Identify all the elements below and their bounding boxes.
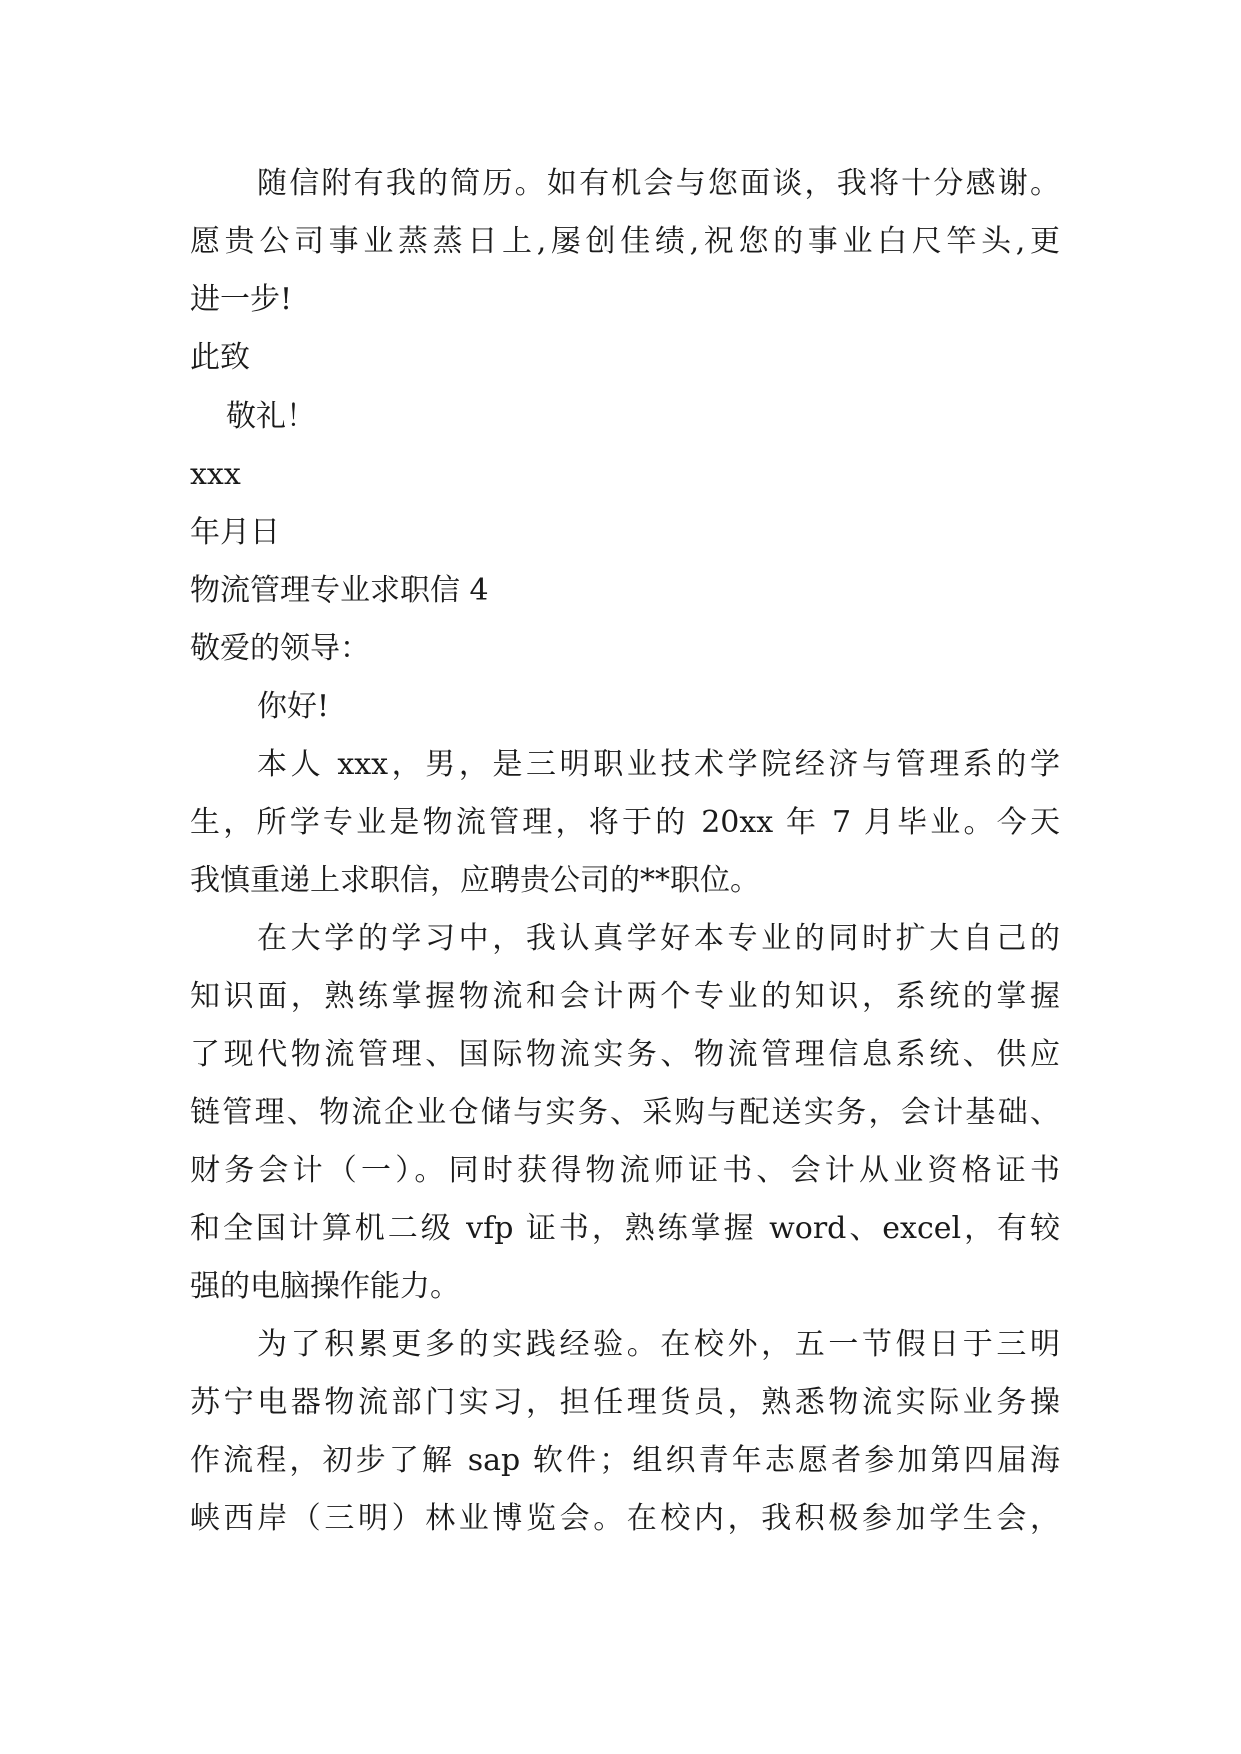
study-paragraph-line: 链管理、物流企业仓储与实务、采购与配送实务，会计基础、 [190,1095,1060,1130]
salutation-close: 此致 [190,340,250,375]
signature: xxx [190,457,241,492]
practice-paragraph-line: 苏宁电器物流部门实习，担任理货员，熟悉物流实际业务操 [190,1385,1060,1420]
closing-paragraph-line: 进一步! [190,282,293,317]
practice-paragraph-line: 作流程，初步了解 sap 软件；组织青年志愿者参加第四届海 [190,1443,1060,1478]
intro-paragraph-line: 我慎重递上求职信，应聘贵公司的**职位。 [190,863,760,898]
hello-line: 你好! [257,689,330,724]
practice-paragraph-line: 为了积累更多的实践经验。在校外，五一节假日于三明 [257,1327,1060,1362]
closing-paragraph-line: 随信附有我的简历。如有机会与您面谈，我将十分感谢。 [257,166,1060,201]
study-paragraph-line: 知识面，熟练掌握物流和会计两个专业的知识，系统的掌握 [190,979,1060,1014]
study-paragraph-line: 和全国计算机二级 vfp 证书，熟练掌握 word、excel，有较 [190,1211,1060,1246]
practice-paragraph-line: 峡西岸（三明）林业博览会。在校内，我积极参加学生会， [190,1501,1060,1536]
regards: 敬礼！ [226,399,316,434]
letter-title: 物流管理专业求职信 4 [190,573,489,608]
intro-paragraph-line: 生，所学专业是物流管理，将于的 20xx 年 7 月毕业。今天 [190,805,1060,840]
study-paragraph-line: 强的电脑操作能力。 [190,1269,460,1304]
study-paragraph-line: 了现代物流管理、国际物流实务、物流管理信息系统、供应 [190,1037,1060,1072]
study-paragraph-line: 财务会计（一）。同时获得物流师证书、会计从业资格证书 [190,1153,1060,1188]
closing-paragraph-line: 愿贵公司事业蒸蒸日上,屡创佳绩,祝您的事业白尺竿头,更 [190,224,1060,259]
intro-paragraph-line: 本人 xxx，男，是三明职业技术学院经济与管理系的学 [257,747,1060,782]
greeting: 敬爱的领导： [190,631,370,666]
date-line: 年月日 [190,515,280,550]
study-paragraph-line: 在大学的学习中，我认真学好本专业的同时扩大自己的 [257,921,1060,956]
